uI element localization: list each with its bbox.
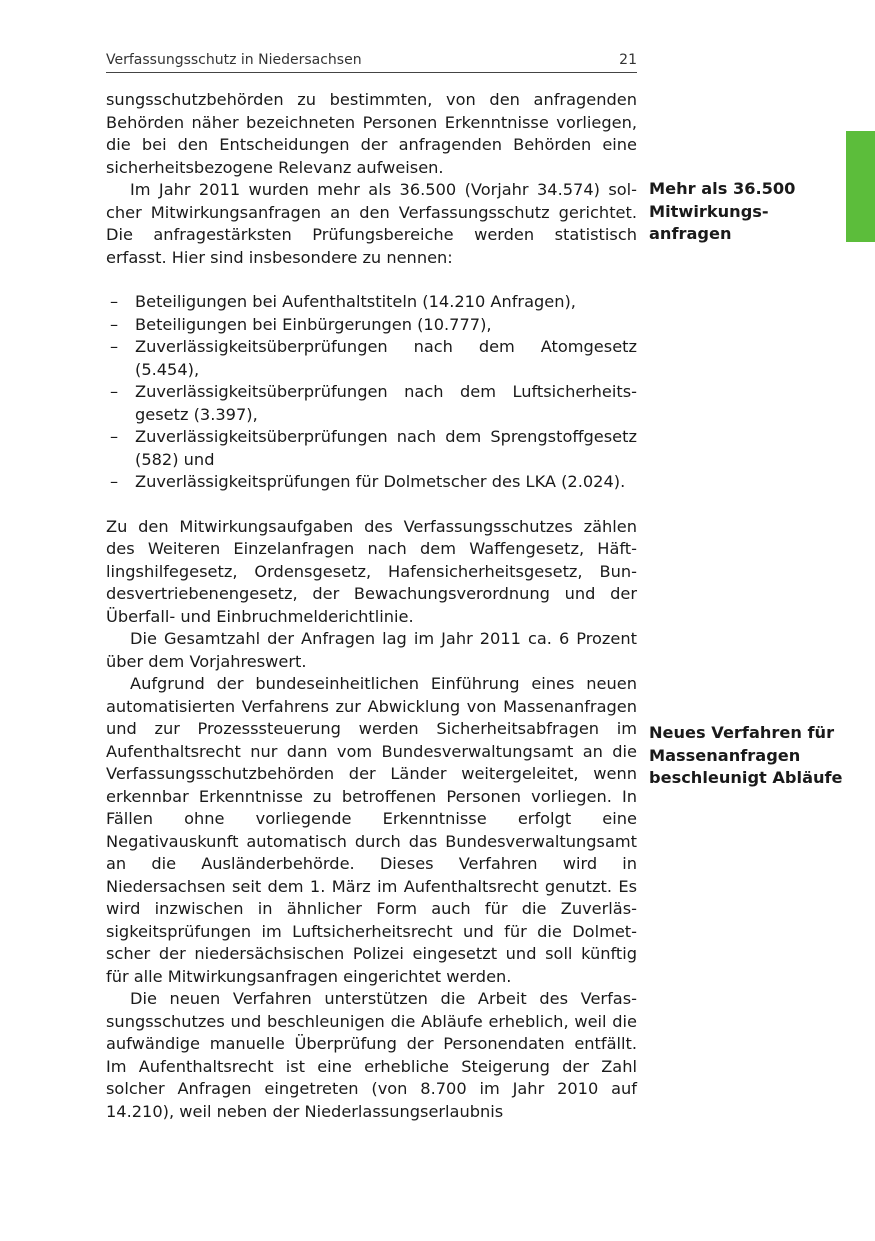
- page-number: 21: [619, 52, 637, 68]
- list-dash: –: [110, 337, 119, 356]
- paragraph-3: Zu den Mitwirkungsaufgaben des Verfassungsschutzes zählen des Weiteren Einzelanfragen nach dem Waffengesetz, Häftlingshilfegesetz, Ordensgesetz, Hafensicherheitsgesetz, Bundesvertriebenengesetz, der Bewachungsverordnung und der Überfall- und Einbruchmelderichtlinie.: [106, 516, 637, 626]
- list-dash: –: [110, 472, 119, 491]
- request-statistics-list: [106, 291, 637, 494]
- list-item: [106, 381, 637, 426]
- list-item-text: Beteiligungen bei Einbürgerungen (10.777),: [135, 314, 492, 334]
- list-item-text: Zuverlässigkeitsüberprüfungen nach dem Luftsicherheitsgesetz (3.397),: [135, 382, 637, 424]
- list-dash: –: [110, 292, 119, 311]
- running-header: [106, 50, 637, 73]
- margin-note-line: Mehr als 36.500: [649, 179, 796, 198]
- running-header-title: Verfassungsschutz in Niedersachsen: [106, 52, 362, 68]
- paragraph-6: Die neuen Verfahren unterstützen die Arbeit des Verfassungsschutzes und beschleunigen die Abläufe erheblich, weil die aufwändige manuelle Überprüfung der Personendaten entfällt. Im Aufenthaltsrecht ist eine erhebliche Steigerung der Zahl solcher Anfragen eingetreten (von 8.700 im Jahr 2010 auf 14.210), weil neben der Niederlassungserlaubnis: [106, 989, 637, 1121]
- chapter-thumb-tab: [846, 131, 875, 242]
- margin-note-mitwirkungsanfragen: [649, 178, 849, 246]
- list-dash: –: [110, 382, 119, 401]
- margin-note-line: anfragen: [649, 224, 732, 243]
- list-item-text: Zuverlässigkeitsüberprüfungen nach dem Sprengstoffgesetz (582) und: [135, 427, 637, 469]
- list-item: [106, 336, 637, 381]
- list-item-text: Beteiligungen bei Aufenthaltstiteln (14.210 Anfragen),: [135, 292, 576, 311]
- paragraph-5: Aufgrund der bundeseinheitlichen Einführung eines neuen automatisierten Verfahrens zur Abwicklung von Massenanfragen und zur Prozesssteuerung werden Sicherheitsabfragen im Aufenthaltsrecht nur dann vom Bundesverwaltungsamt an die Verfassungsschutzbehörden der Länder weitergeleitet, wenn erkennbar Erkenntnisse zu betroffenen Personen vorliegen. In Fällen ohne vorliegende Erkenntnisse erfolgt eine Negativauskunft automatisch durch das Bundesverwaltungsamt an die Ausländerbehörde. Dieses Verfahren wird in Niedersachsen seit dem 1. März im Aufenthaltsrecht genutzt. Es wird inzwischen in ähnlicher Form auch für die Zuverlässigkeitsprüfungen im Luftsicherheitsrecht und für die Dolmetscher der niedersächsischen Polizei eingesetzt und soll künftig für alle Mitwirkungsanfragen eingerichtet werden.: [106, 674, 637, 986]
- margin-note-massenanfragen: [649, 722, 849, 790]
- margin-note-line: Massenanfragen: [649, 745, 801, 765]
- list-item: [106, 291, 637, 314]
- list-item: [106, 471, 637, 494]
- margin-note-line: Mitwirkungs-: [649, 201, 769, 221]
- body-text: [106, 89, 637, 1123]
- list-item-text: Zuverlässigkeitsüberprüfungen nach dem Atomgesetz (5.454),: [135, 337, 637, 379]
- paragraph-1: sungsschutzbehörden zu bestimmten, von den anfragenden Behörden näher bezeichneten Personen Erkenntnisse vorliegen, die bei den Entscheidungen der anfragenden Behörden eine sicherheitsbezogene Relevanz aufweisen.: [106, 90, 637, 177]
- paragraph-2: Im Jahr 2011 wurden mehr als 36.500 (Vorjahr 34.574) solcher Mitwirkungsanfragen an den Verfassungsschutz gerichtet. Die anfragestärksten Prüfungsbereiche werden statistisch erfasst. Hier sind insbesondere zu nennen:: [106, 180, 637, 267]
- list-dash: –: [110, 427, 119, 446]
- list-item: [106, 314, 637, 337]
- list-item: [106, 426, 637, 471]
- margin-note-line: Neues Verfahren für: [649, 723, 835, 742]
- margin-note-line: beschleunigt Abläufe: [649, 768, 843, 787]
- list-item-text: Zuverlässigkeitsprüfungen für Dolmetscher des LKA (2.024).: [135, 472, 626, 491]
- list-dash: –: [110, 314, 119, 334]
- paragraph-4: Die Gesamtzahl der Anfragen lag im Jahr 2011 ca. 6 Prozent über dem Vorjahreswert.: [106, 629, 637, 671]
